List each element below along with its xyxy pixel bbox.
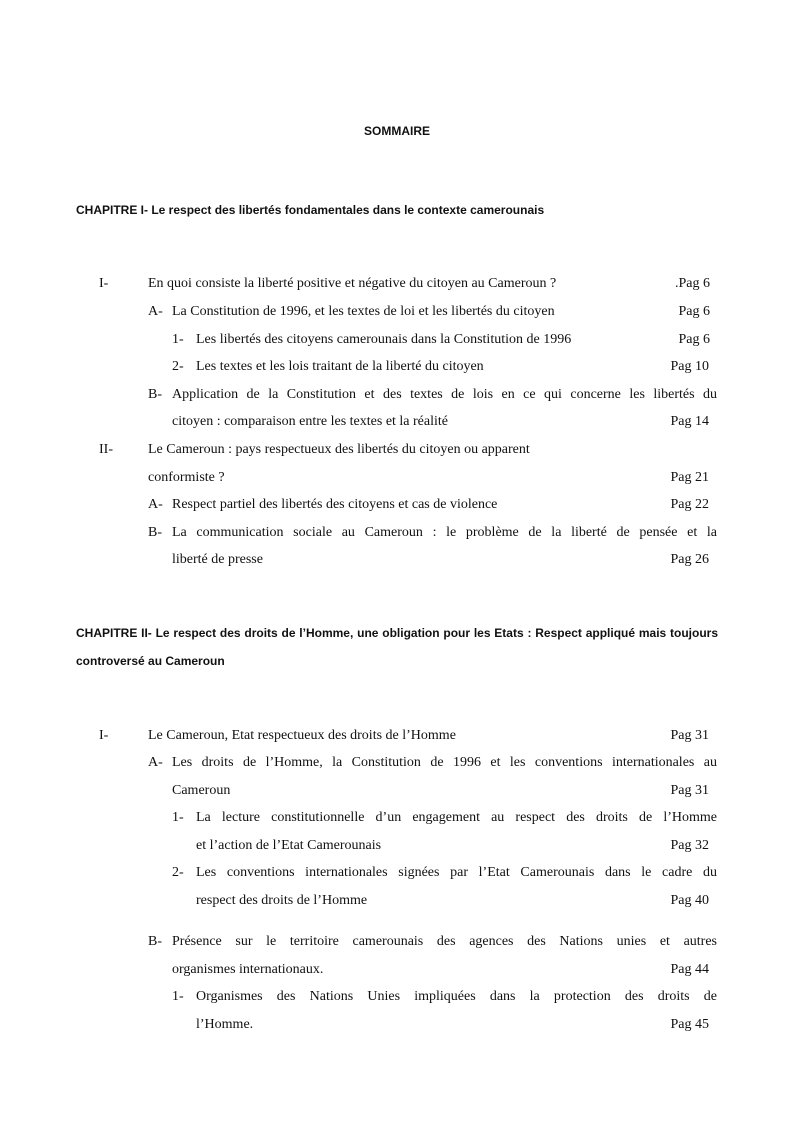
- toc-entry-number: 1-: [172, 332, 184, 347]
- toc-entry-number: I-: [99, 276, 109, 291]
- toc-entry-page: Pag 31: [670, 783, 709, 798]
- toc-entry-page: Pag 44: [670, 962, 709, 977]
- toc-entry-text: Le Cameroun : pays respectueux des libertés du citoyen ou apparent: [148, 442, 530, 457]
- toc-entry-page: Pag 6: [678, 304, 710, 319]
- toc-entry-page: .Pag 6: [675, 276, 710, 291]
- toc-entry-text: l’Homme.: [196, 1017, 254, 1032]
- toc-entry-number: 1-: [172, 989, 184, 1004]
- toc-entry-number: 1-: [172, 810, 184, 825]
- toc-entry-page: Pag 32: [670, 838, 709, 853]
- toc-entry-text: La lecture constitutionnelle d’un engagement au respect des droits de l’Homme: [196, 810, 717, 825]
- toc-entry-text: Les libertés des citoyens camerounais dans la Constitution de 1996: [196, 332, 572, 347]
- toc-entry-number: II-: [99, 442, 113, 457]
- toc-entry-text: Présence sur le territoire camerounais des agences des Nations unies et autres: [172, 934, 717, 949]
- toc-entry-page: Pag 21: [670, 470, 709, 485]
- toc-entry-page: Pag 22: [670, 497, 709, 512]
- toc-entry-text: La communication sociale au Cameroun : le problème de la liberté de pensée et la: [172, 525, 717, 540]
- toc-entry-page: Pag 31: [670, 728, 709, 743]
- toc-entry-number: 2-: [172, 359, 184, 374]
- chapter-2-heading: CHAPITRE II- Le respect des droits de l’Homme, une obligation pour les Etats : Respect appliqué mais toujours controversé au Cameroun: [76, 626, 718, 668]
- toc-entry[interactable]: [172, 329, 710, 351]
- toc-entry[interactable]: [99, 725, 709, 747]
- toc-entry-number: B-: [148, 934, 162, 949]
- toc-entry[interactable]: [99, 273, 710, 295]
- toc-entry-text: En quoi consiste la liberté positive et négative du citoyen au Cameroun ?: [148, 276, 557, 291]
- toc-entry-text: citoyen : comparaison entre les textes et la réalité: [172, 414, 448, 429]
- toc-entry-page: Pag 14: [670, 414, 709, 429]
- toc-entry-number: 2-: [172, 865, 184, 880]
- toc-entry-page: Pag 6: [678, 332, 710, 347]
- toc-entry-number: I-: [99, 728, 109, 743]
- toc-entry-number: A-: [148, 497, 163, 512]
- toc-entry-page: Pag 45: [670, 1017, 709, 1032]
- toc-entry-text: et l’action de l’Etat Camerounais: [196, 838, 382, 853]
- toc-entry-continuation[interactable]: [172, 1014, 709, 1036]
- toc-entry-text: liberté de presse: [172, 552, 263, 567]
- toc-entry-number: B-: [148, 525, 162, 540]
- toc-entry-text: Cameroun: [172, 783, 231, 798]
- toc-entry-text: Le Cameroun, Etat respectueux des droits de l’Homme: [148, 728, 456, 743]
- toc-entry-page: Pag 10: [670, 359, 709, 374]
- toc-entry-text: organismes internationaux.: [172, 962, 324, 977]
- toc-entry-text: Respect partiel des libertés des citoyens et cas de violence: [172, 497, 498, 512]
- toc-entry-text: La Constitution de 1996, et les textes de loi et les libertés du citoyen: [172, 304, 555, 319]
- toc-entry[interactable]: [148, 931, 717, 953]
- toc-entry-continuation[interactable]: [148, 411, 709, 433]
- toc-entry-continuation[interactable]: [148, 467, 709, 489]
- toc-entry-number: A-: [148, 755, 163, 770]
- toc-entry[interactable]: [148, 384, 717, 406]
- toc-entry-page: Pag 26: [670, 552, 709, 567]
- toc-entry[interactable]: [148, 522, 717, 544]
- toc-entry-number: A-: [148, 304, 163, 319]
- toc-entry-text: Les droits de l’Homme, la Constitution de 1996 et les conventions internationales au: [172, 755, 717, 770]
- toc-entry-text: Organismes des Nations Unies impliquées dans la protection des droits de: [196, 989, 717, 1004]
- toc-entry-continuation[interactable]: [172, 835, 709, 857]
- page-title: SOMMAIRE: [364, 124, 430, 138]
- toc-entry[interactable]: [172, 986, 717, 1008]
- toc-entry[interactable]: [99, 439, 709, 461]
- toc-entry[interactable]: [172, 356, 709, 378]
- toc-entry-continuation[interactable]: [172, 890, 709, 912]
- chapter-1-heading: CHAPITRE I- Le respect des libertés fondamentales dans le contexte camerounais: [76, 203, 545, 217]
- toc-entry-text: Les conventions internationales signées par l’Etat Camerounais dans le cadre du: [196, 865, 717, 880]
- toc-entry-text: Application de la Constitution et des textes de lois en ce qui concerne les libertés du: [172, 387, 717, 402]
- toc-entry[interactable]: [148, 301, 710, 323]
- toc-entry-text: conformiste ?: [148, 470, 225, 485]
- toc-entry-text: Les textes et les lois traitant de la liberté du citoyen: [196, 359, 484, 374]
- toc-entry[interactable]: [172, 862, 717, 884]
- toc-entry-continuation[interactable]: [148, 549, 709, 571]
- toc-entry[interactable]: [148, 494, 709, 516]
- toc-entry[interactable]: [172, 807, 717, 829]
- toc-entry-page: Pag 40: [670, 893, 709, 908]
- toc-entry-text: respect des droits de l’Homme: [196, 893, 368, 908]
- toc-entry-continuation[interactable]: [148, 959, 709, 981]
- toc-entry-continuation[interactable]: [148, 780, 709, 802]
- toc-entry-number: B-: [148, 387, 162, 402]
- toc-entry[interactable]: [148, 752, 717, 774]
